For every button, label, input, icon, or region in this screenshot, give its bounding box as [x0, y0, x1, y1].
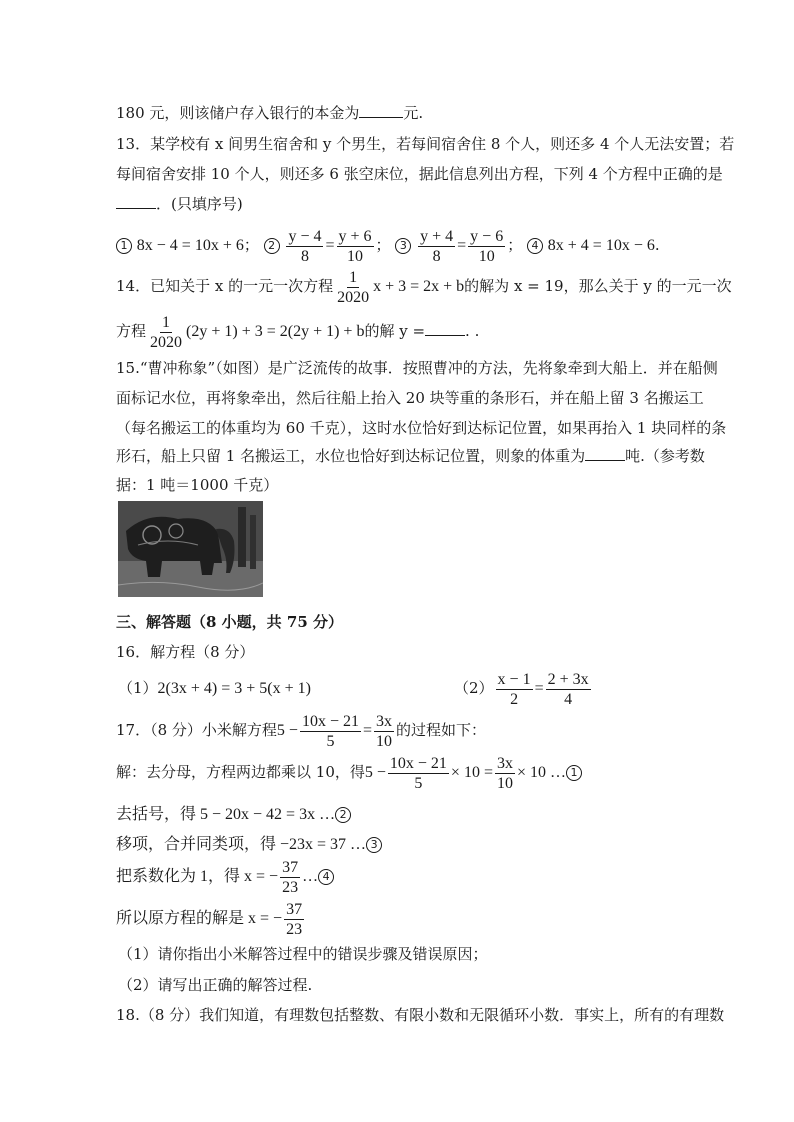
- section-heading: 三、解答题（8 小题，共 75 分）: [116, 613, 343, 631]
- q13-line-2: 每间宿舍安排 10 个人，则还多 6 张空床位，据此信息列出方程，下列 4 个方程中正确的是: [116, 165, 723, 183]
- q13-line-1: 13．某学校有 x 间男生宿舍和 y 个男生，若每间宿舍住 8 个人，则还多 4 个人无法安置；若: [116, 135, 735, 153]
- fraction: $\frac{y - 6}{10}$: [470, 227, 504, 265]
- answer-blank[interactable]: [585, 446, 625, 461]
- fraction: $\frac{2 + 3x}{4}$: [547, 670, 589, 708]
- q15-line-1: 15.“曹冲称象”（如图）是广泛流传的故事．按照曹冲的方法，先将象牵到大船上．并在船侧: [116, 359, 718, 377]
- q15-line-5: 据：1 吨＝1000 千克）: [116, 476, 279, 494]
- fraction: $\frac{37}{23}$: [286, 900, 303, 938]
- fraction: $\frac{3x}{10}$: [376, 712, 392, 750]
- fraction: $\frac{1}{2020}$: [337, 268, 370, 306]
- fraction: $\frac{1}{2020}$: [150, 313, 183, 351]
- answer-blank[interactable]: [116, 194, 156, 209]
- option-number-2: 2: [264, 238, 280, 254]
- q17-sub-2: （2）请写出正确的解答过程.: [118, 976, 313, 994]
- q17-solution: 所以原方程的解是 x = − $\frac{37}{23}$: [116, 900, 303, 938]
- q13-line-3: ．(只填序号): [116, 194, 243, 214]
- fraction: $\frac{37}{23}$: [282, 858, 299, 896]
- fraction: $\frac{x - 1}{2}$: [497, 670, 531, 708]
- option-number-3: 3: [395, 238, 411, 254]
- q15-line-3: （每名搬运工的体重均为 60 千克），这时水位恰好到达标记位置，如果再抬入 1 块同样的条: [116, 419, 727, 437]
- q12-tail: 180 元，则该储户存入银行的本金为 元.: [116, 104, 424, 122]
- q16-part-2: （2） $\frac{x - 1}{2}$ = $\frac{2 + 3x}{4}$: [454, 670, 589, 708]
- q16-title: 16．解方程（8 分）: [116, 643, 255, 661]
- answer-blank[interactable]: [425, 321, 465, 336]
- q15-line-2: 面标记水位，再将象牵出，然后往船上抬入 20 块等重的条形石，并在船上留 3 名搬运工: [116, 389, 704, 407]
- q17-step-2: 去括号，得 5 − 20x − 42 = 3x … 2: [116, 804, 351, 825]
- fraction: $\frac{10x - 21}{5}$: [301, 712, 359, 750]
- fraction: $\frac{10x - 21}{5}$: [389, 754, 447, 792]
- q17-step-4: 把系数化为 1，得 x = − $\frac{37}{23}$ … 4: [116, 856, 334, 897]
- elephant-photo: [118, 501, 263, 597]
- step-number-1: 1: [566, 765, 582, 781]
- option-number-1: 1: [116, 238, 132, 254]
- fraction: $\frac{y + 4}{8}$: [420, 227, 454, 265]
- q13-options: 1 8x − 4 = 10x + 6； 2 $\frac{y - 4}{8}$ = $\frac{y + 6}{10}$ ； 3 $\frac{y + 4}{8}$ = $\frac{y - 6}{10}$ ； 4 8x + 4 = 10x − 6.: [116, 226, 660, 266]
- q14-line-2: 方程 $\frac{1}{2020}$ (2y + 1) + 3 = 2(2y + 1) + b的解 y = . .: [116, 313, 480, 351]
- q16-part-1: （1）2(3x + 4) = 3 + 5(x + 1): [118, 679, 311, 697]
- q15-line-4: 形石，船上只留 1 名搬运工，水位也恰好到达标记位置，则象的体重为 吨.（参考数: [116, 447, 705, 465]
- step-number-4: 4: [318, 869, 334, 885]
- fraction: $\frac{3x}{10}$: [496, 754, 513, 792]
- q17-statement: 17．（8 分）小米解方程5 − $\frac{10x - 21}{5}$ = $\frac{3x}{10}$ 的过程如下：: [116, 712, 487, 750]
- step-number-3: 3: [366, 837, 382, 853]
- q14-line-1: 14．已知关于 x 的一元一次方程 $\frac{1}{2020}$ x + 3 = 2x + b的解为 x = 19，那么关于 y 的一元一次: [116, 268, 732, 306]
- q18-line-1: 18.（8 分）我们知道，有理数包括整数、有限小数和无限循环小数．事实上，所有的有理数: [116, 1006, 725, 1024]
- answer-blank[interactable]: [359, 103, 403, 118]
- option-number-4: 4: [527, 238, 543, 254]
- q17-sub-1: （1）请你指出小米解答过程中的错误步骤及错误原因；: [118, 945, 488, 963]
- q17-step-1: 解：去分母，方程两边都乘以 10，得5 − $\frac{10x - 21}{5}$ × 10 = $\frac{3x}{10}$ × 10 … 1: [116, 752, 582, 793]
- fraction: $\frac{y - 4}{8}$: [288, 227, 322, 265]
- step-number-2: 2: [335, 807, 351, 823]
- q17-step-3: 移项，合并同类项，得 −23x = 37 … 3: [116, 834, 382, 855]
- fraction: $\frac{y + 6}{10}$: [338, 227, 372, 265]
- elephant-picture: [118, 501, 263, 597]
